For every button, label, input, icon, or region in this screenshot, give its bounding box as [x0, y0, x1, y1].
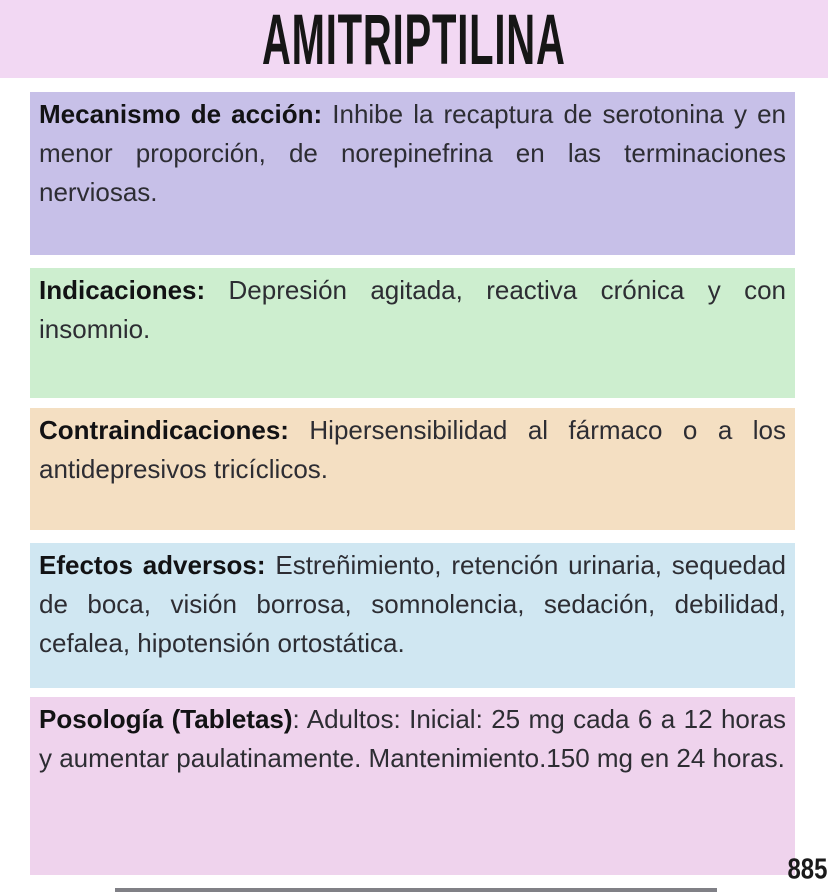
- section-body-text: Depresión agitada, reactiva crónica y con insomnio.: [39, 275, 786, 344]
- section-paragraph: [39, 95, 786, 212]
- section-efectos-adversos: [30, 543, 795, 688]
- section-body-text: Hipersensibilidad al fármaco o a los antidepresivos tricíclicos.: [39, 415, 786, 484]
- page-title: AMITRIPTILINA: [262, 0, 566, 80]
- section-label: Mecanismo de acción:: [39, 99, 323, 129]
- section-mecanismo-de-accion: [30, 92, 795, 255]
- next-page-edge: [115, 888, 717, 892]
- sections-container: [30, 92, 795, 875]
- page-number: 885: [787, 851, 827, 885]
- section-label: Posología (Tabletas): [39, 704, 293, 734]
- section-paragraph: [39, 700, 786, 778]
- section-posologia: [30, 697, 795, 875]
- section-label: Contraindicaciones:: [39, 415, 289, 445]
- section-indicaciones: [30, 268, 795, 398]
- section-body-text: : Adultos: Inicial: 25 mg cada 6 a 12 horas y aumentar paulatinamente. Mantenimiento.150 mg en 24 horas.: [39, 704, 786, 773]
- section-label: Efectos adversos:: [39, 550, 266, 580]
- section-paragraph: [39, 271, 786, 349]
- card-title-bar: [0, 0, 828, 78]
- section-label: Indicaciones:: [39, 275, 206, 305]
- section-paragraph: [39, 411, 786, 489]
- section-body-text: Inhibe la recaptura de serotonina y en menor proporción, de norepinefrina en las terminaciones nerviosas.: [39, 99, 786, 207]
- section-contraindicaciones: [30, 408, 795, 530]
- section-body-text: Estreñimiento, retención urinaria, sequedad de boca, visión borrosa, somnolencia, sedación, debilidad, cefalea, hipotensión ortostática.: [39, 550, 787, 658]
- section-paragraph: [39, 546, 786, 663]
